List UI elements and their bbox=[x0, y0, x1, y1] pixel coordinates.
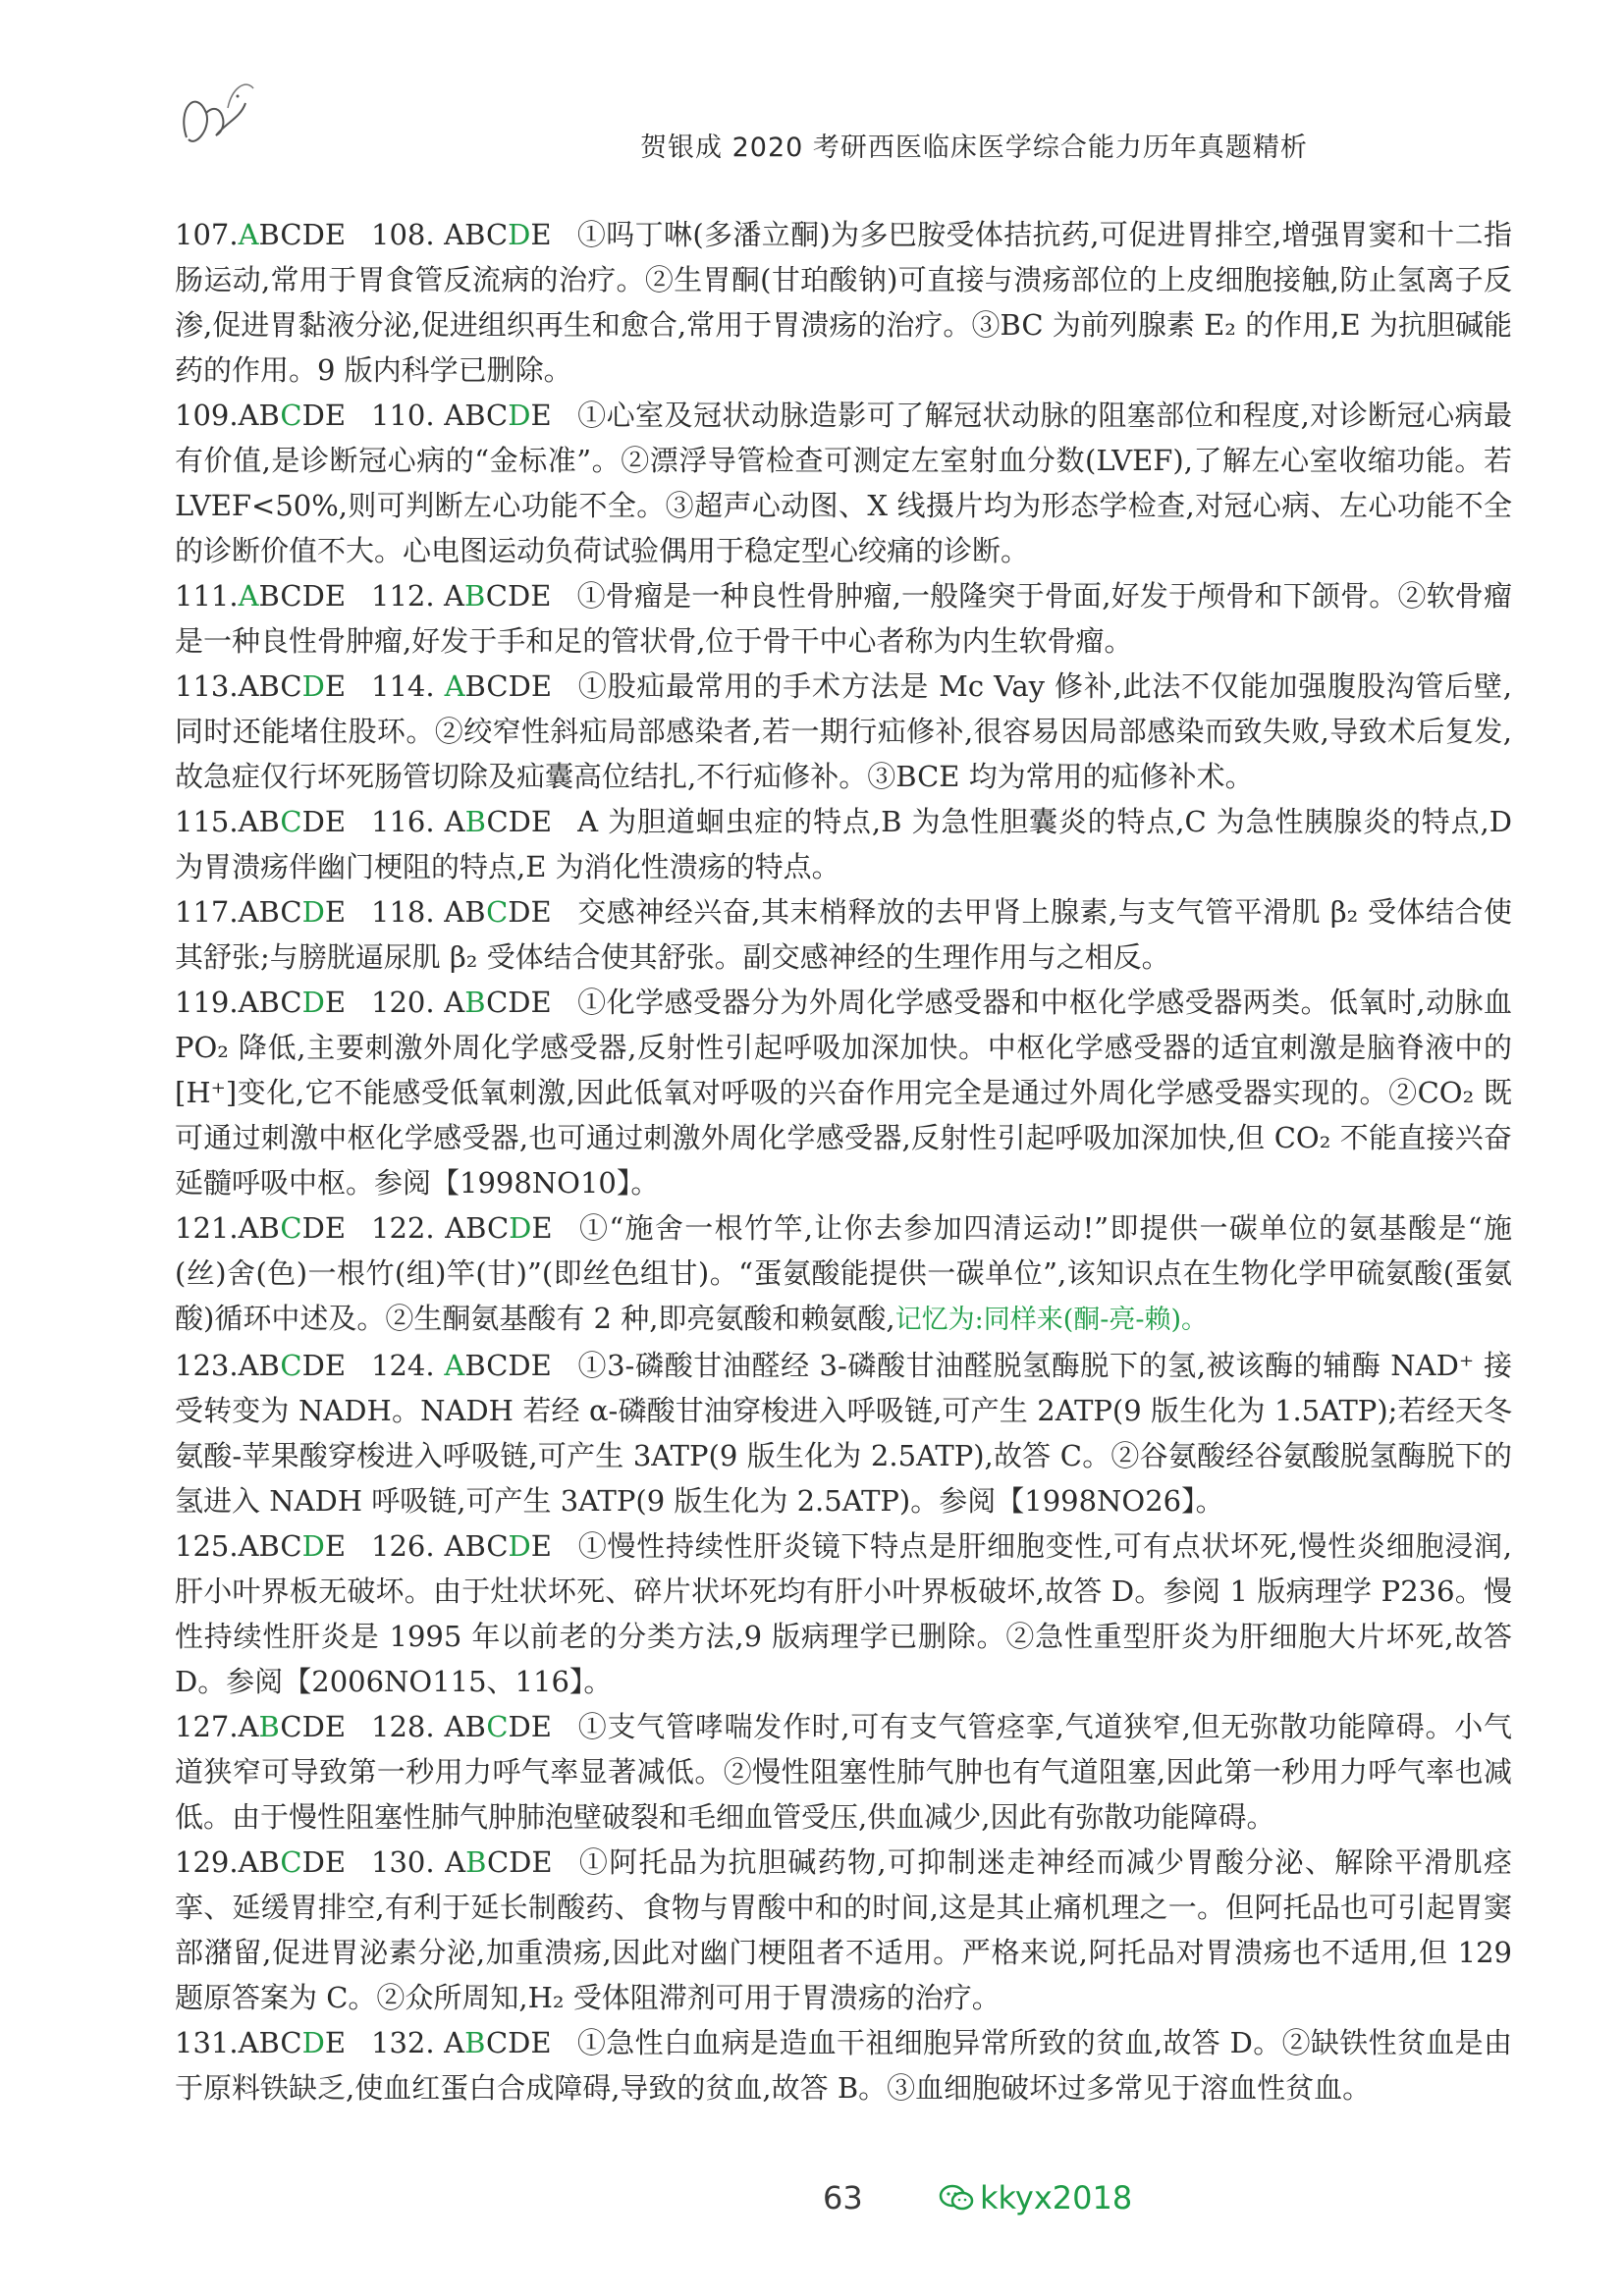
answer-entry bbox=[175, 799, 1512, 889]
option-letters: E bbox=[324, 669, 346, 703]
question-number: 116. bbox=[371, 805, 435, 838]
question-number: 124. bbox=[371, 1349, 435, 1382]
explanation-text: ①吗丁啉(多潘立酮)为多巴胺受体拮抗药,可促进胃排空,增强胃窦和十二指肠运动,常用于胃食管反流病的治疗。②生胃酮(甘珀酸钠)可直接与溃疡部位的上皮细胞接触,防止氢离子反渗,促进胃黏液分泌,促进组织再生和愈合,常用于胃溃疡的治疗。③BC 为前列腺素 E₂ 的作用,E 为抗胆碱能药的作用。9 版内科学已删除。 bbox=[175, 218, 1512, 387]
running-header: 贺银成 2020 考研西医临床医学综合能力历年真题精析 bbox=[640, 133, 1308, 163]
answer-options bbox=[444, 2020, 551, 2065]
answer-options bbox=[239, 212, 346, 257]
answer-entry bbox=[175, 889, 1512, 980]
option-letters: CDE bbox=[486, 1845, 553, 1879]
option-letters: BCDE bbox=[258, 218, 346, 251]
footer-handle bbox=[939, 2179, 1132, 2216]
correct-answer: C bbox=[280, 1349, 302, 1382]
answer-entry bbox=[175, 980, 1512, 1205]
correct-answer: A bbox=[444, 1349, 465, 1382]
correct-answer: B bbox=[258, 1710, 281, 1743]
option-letters: CDE bbox=[486, 805, 553, 838]
option-letters: E bbox=[324, 2026, 346, 2059]
answer-entry bbox=[175, 1205, 1512, 1343]
answer-options bbox=[444, 393, 551, 438]
answer-options bbox=[239, 664, 346, 709]
answer-options bbox=[239, 1704, 346, 1749]
question-number: 121. bbox=[175, 1211, 239, 1245]
correct-answer: A bbox=[238, 579, 259, 613]
option-letters: CDE bbox=[486, 986, 552, 1019]
option-letters: ABC bbox=[238, 986, 302, 1019]
question-number: 115. bbox=[175, 805, 239, 838]
option-letters: DE bbox=[508, 1710, 552, 1743]
correct-answer: D bbox=[301, 669, 325, 703]
option-letters: ABC bbox=[238, 895, 302, 929]
option-letters: ABC bbox=[444, 399, 509, 432]
correct-answer: B bbox=[463, 579, 486, 613]
answer-options bbox=[239, 1523, 346, 1569]
answer-options bbox=[445, 1205, 552, 1251]
option-letters: AB bbox=[238, 805, 281, 838]
question-number: 126. bbox=[371, 1529, 435, 1563]
correct-answer: C bbox=[486, 895, 509, 929]
option-letters: AB bbox=[238, 1211, 281, 1245]
question-number: 107. bbox=[175, 218, 239, 251]
option-letters: E bbox=[530, 399, 552, 432]
question-number: 108. bbox=[371, 218, 435, 251]
correct-answer: C bbox=[280, 1211, 302, 1245]
answer-options bbox=[445, 664, 552, 709]
answer-entry bbox=[175, 1523, 1512, 1704]
option-letters: DE bbox=[301, 1845, 346, 1879]
footer-handle-text: kkyx2018 bbox=[980, 2179, 1133, 2216]
correct-answer: D bbox=[301, 2026, 325, 2059]
option-letters: BCDE bbox=[258, 579, 346, 613]
correct-answer: D bbox=[301, 1529, 325, 1563]
option-letters: E bbox=[531, 1211, 553, 1245]
question-number: 128. bbox=[371, 1710, 435, 1743]
option-letters: CDE bbox=[280, 1710, 346, 1743]
correct-answer: C bbox=[280, 1845, 302, 1879]
answer-options bbox=[239, 1343, 346, 1388]
correct-answer: A bbox=[444, 669, 465, 703]
explanation-text: ①急性白血病是造血干祖细胞异常所致的贫血,故答 D。②缺铁性贫血是由于原料铁缺乏,使血红蛋白合成障碍,导致的贫血,故答 B。③血细胞破坏过多常见于溶血性贫血。 bbox=[175, 2026, 1513, 2105]
answer-options bbox=[239, 1205, 346, 1251]
answer-options bbox=[444, 1343, 551, 1388]
explanation-text: ①股疝最常用的手术方法是 Mc Vay 修补,此法不仅能加强腹股沟管后壁,同时还能堵住股环。②绞窄性斜疝局部感染者,若一期行疝修补,很容易因局部感染而致失败,导致术后复发,故急症仅行坏死肠管切除及疝囊高位结扎,不行疝修补。③BCE 均为常用的疝修补术。 bbox=[175, 669, 1513, 793]
correct-answer: D bbox=[301, 895, 325, 929]
answer-entry bbox=[175, 573, 1512, 664]
answer-options bbox=[444, 573, 551, 618]
option-letters: A bbox=[444, 2026, 465, 2059]
explanation-text: A 为胆道蛔虫症的特点,B 为急性胆囊炎的特点,C 为急性胰腺炎的特点,D 为胃溃疡伴幽门梗阻的特点,E 为消化性溃疡的特点。 bbox=[175, 805, 1513, 883]
correct-answer: B bbox=[464, 2026, 486, 2059]
option-letters: A bbox=[445, 1845, 466, 1879]
option-letters: DE bbox=[301, 805, 346, 838]
answer-options bbox=[239, 980, 346, 1025]
question-number: 120. bbox=[371, 986, 435, 1019]
answer-entry bbox=[175, 1343, 1512, 1523]
answer-options bbox=[444, 212, 551, 257]
option-letters: E bbox=[530, 218, 552, 251]
question-number: 119. bbox=[175, 986, 239, 1019]
question-number: 118. bbox=[371, 895, 435, 929]
answer-explanations bbox=[175, 212, 1512, 2110]
explanation-text: ①心室及冠状动脉造影可了解冠状动脉的阻塞部位和程度,对诊断冠心病最有价值,是诊断冠心病的“金标准”。②漂浮导管检查可测定左室射血分数(LVEF),了解左心室收缩功能。若 LVEF<50%,则可判断左心功能不全。③超声心动图、X 线摄片均为形态学检查,对冠心病、左心功能不全的诊断价值不大。心电图运动负荷试验偶用于稳定型心绞痛的诊断。 bbox=[175, 399, 1512, 567]
correct-answer: D bbox=[509, 1211, 532, 1245]
option-letters: DE bbox=[301, 399, 346, 432]
answer-options bbox=[444, 889, 551, 934]
answer-options bbox=[445, 799, 552, 844]
question-number: 132. bbox=[371, 2026, 435, 2059]
answer-entry bbox=[175, 2020, 1512, 2110]
answer-options bbox=[239, 889, 346, 934]
option-letters: AB bbox=[238, 399, 281, 432]
explanation-text: ①慢性持续性肝炎镜下特点是肝细胞变性,可有点状坏死,慢性炎细胞浸润,肝小叶界板无破坏。由于灶状坏死、碎片状坏死均有肝小叶界板破坏,故答 D。参阅 1 版病理学 P236。慢性持续性肝炎是 1995 年以前老的分类方法,9 版病理学已删除。②急性重型肝炎为肝细胞大片坏死,故答 D。参阅【2006NO115、116】。 bbox=[175, 1529, 1513, 1698]
option-letters: ABC bbox=[238, 669, 302, 703]
answer-options bbox=[445, 1840, 552, 1885]
question-number: 112. bbox=[371, 579, 435, 613]
option-letters: DE bbox=[508, 895, 552, 929]
explanation-text: ①化学感受器分为外周化学感受器和中枢化学感受器两类。低氧时,动脉血 PO₂ 降低,主要刺激外周化学感受器,反射性引起呼吸加深加快。中枢化学感受器的适宜刺激是脑脊液中的[H⁺]变化,它不能感受低氧刺激,因此低氧对呼吸的兴奋作用完全是通过外周化学感受器实现的。②CO₂ 既可通过刺激中枢化学感受器,也可通过刺激外周化学感受器,反射性引起呼吸加深加快,但 CO₂ 不能直接兴奋延髓呼吸中枢。参阅【1998NO10】。 bbox=[175, 986, 1512, 1200]
explanation-text: ①“施舍一根竹竿,让你去参加四清运动!”即提供一碳单位的氨基酸是“施(丝)舍(色)一根竹(组)竿(甘)”(即丝色组甘)。“蛋氨酸能提供一碳单位”,该知识点在生物化学甲硫氨酸(蛋氨酸)循环中述及。②生酮氨基酸有 2 种,即亮氨酸和赖氨酸, bbox=[175, 1211, 1513, 1335]
question-number: 122. bbox=[371, 1211, 435, 1245]
option-letters: E bbox=[324, 986, 346, 1019]
option-letters: ABC bbox=[445, 1211, 510, 1245]
question-number: 131. bbox=[175, 2026, 239, 2059]
option-letters: AB bbox=[444, 895, 487, 929]
option-letters: A bbox=[444, 986, 465, 1019]
question-number: 130. bbox=[371, 1845, 435, 1879]
correct-answer: C bbox=[486, 1710, 509, 1743]
explanation-text: ①骨瘤是一种良性骨肿瘤,一般隆突于骨面,好发于颅骨和下颌骨。②软骨瘤是一种良性骨肿瘤,好发于手和足的管状骨,位于骨干中心者称为内生软骨瘤。 bbox=[175, 579, 1512, 658]
answer-options bbox=[239, 573, 346, 618]
option-letters: A bbox=[443, 579, 464, 613]
option-letters: CDE bbox=[485, 579, 552, 613]
correct-answer: C bbox=[280, 399, 302, 432]
option-letters: E bbox=[324, 1529, 346, 1563]
option-letters: DE bbox=[301, 1349, 346, 1382]
correct-answer: D bbox=[301, 986, 325, 1019]
answer-entry bbox=[175, 664, 1512, 799]
correct-answer: A bbox=[238, 218, 259, 251]
correct-answer: D bbox=[508, 218, 531, 251]
correct-answer: B bbox=[465, 1845, 487, 1879]
explanation-text: ①阿托品为抗胆碱药物,可抑制迷走神经而减少胃酸分泌、解除平滑肌痉挛、延缓胃排空,有利于延长制酸药、食物与胃酸中和的时间,这是其止痛机理之一。但阿托品也可引起胃窦部潴留,促进胃泌素分泌,加重溃疡,因此对幽门梗阻者不适用。严格来说,阿托品对胃溃疡也不适用,但 129 题原答案为 C。②众所周知,H₂ 受体阻滞剂可用于胃溃疡的治疗。 bbox=[175, 1845, 1512, 2014]
answer-entry bbox=[175, 212, 1512, 393]
correct-answer: B bbox=[464, 986, 487, 1019]
question-number: 110. bbox=[371, 399, 435, 432]
answer-options bbox=[239, 2020, 346, 2065]
option-letters: ABC bbox=[238, 2026, 302, 2059]
option-letters: ABC bbox=[444, 218, 509, 251]
page-number: 63 bbox=[823, 2179, 863, 2216]
answer-options bbox=[239, 799, 346, 844]
option-letters: BCDE bbox=[464, 669, 552, 703]
memory-tip: 记忆为:同样来(酮-亮-赖)。 bbox=[894, 1305, 1209, 1335]
option-letters: A bbox=[444, 805, 465, 838]
question-number: 125. bbox=[175, 1529, 239, 1563]
question-number: 111. bbox=[175, 579, 239, 613]
option-letters: ABC bbox=[444, 1529, 509, 1563]
option-letters: AB bbox=[444, 1710, 487, 1743]
question-number: 113. bbox=[175, 669, 239, 703]
option-letters: CDE bbox=[485, 2026, 552, 2059]
answer-options bbox=[445, 1523, 552, 1569]
answer-entry bbox=[175, 393, 1512, 573]
question-number: 117. bbox=[175, 895, 239, 929]
answer-options bbox=[239, 393, 346, 438]
option-letters: ABC bbox=[238, 1529, 302, 1563]
option-letters: A bbox=[238, 1710, 259, 1743]
question-number: 123. bbox=[175, 1349, 239, 1382]
option-letters: AB bbox=[238, 1349, 281, 1382]
question-number: 127. bbox=[175, 1710, 239, 1743]
explanation-text: 交感神经兴奋,其末梢释放的去甲肾上腺素,与支气管平滑肌 β₂ 受体结合使其舒张;与膀胱逼尿肌 β₂ 受体结合使其舒张。副交感神经的生理作用与之相反。 bbox=[175, 895, 1512, 974]
chat-icon bbox=[939, 2183, 974, 2213]
question-number: 109. bbox=[175, 399, 239, 432]
correct-answer: D bbox=[508, 1529, 531, 1563]
question-number: 114. bbox=[371, 669, 435, 703]
option-letters: E bbox=[324, 895, 346, 929]
explanation-text: ①支气管哮喘发作时,可有支气管痉挛,气道狭窄,但无弥散功能障碍。小气道狭窄可导致第一秒用力呼气率显著减低。②慢性阻塞性肺气肿也有气道阻塞,因此第一秒用力呼气率也减低。由于慢性阻塞性肺气肿肺泡壁破裂和毛细血管受压,供血减少,因此有弥散功能障碍。 bbox=[175, 1710, 1513, 1834]
correct-answer: D bbox=[508, 399, 531, 432]
correct-answer: B bbox=[464, 805, 487, 838]
option-letters: E bbox=[530, 1529, 552, 1563]
option-letters: BCDE bbox=[464, 1349, 552, 1382]
explanation-text: ①3-磷酸甘油醛经 3-磷酸甘油醛脱氢酶脱下的氢,被该酶的辅酶 NAD⁺ 接受转变为 NADH。NADH 若经 α-磷酸甘油穿梭进入呼吸链,可产生 2ATP(9 版生化为 1.5ATP);若经天冬氨酸-苹果酸穿梭进入呼吸链,可产生 3ATP(9 版生化为 2.5ATP),故答 C。②谷氨酸经谷氨酸脱氢酶脱下的氢进入 NADH 呼吸链,可产生 3ATP(9 版生化为 2.5ATP)。参阅【1998NO26】。 bbox=[175, 1349, 1513, 1518]
answer-options bbox=[444, 980, 551, 1025]
correct-answer: C bbox=[280, 805, 302, 838]
answer-entry bbox=[175, 1704, 1512, 1840]
answer-entry bbox=[175, 1840, 1512, 2020]
option-letters: DE bbox=[301, 1211, 346, 1245]
answer-options bbox=[445, 1704, 552, 1749]
question-number: 129. bbox=[175, 1845, 239, 1879]
answer-options bbox=[239, 1840, 346, 1885]
option-letters: AB bbox=[238, 1845, 281, 1879]
